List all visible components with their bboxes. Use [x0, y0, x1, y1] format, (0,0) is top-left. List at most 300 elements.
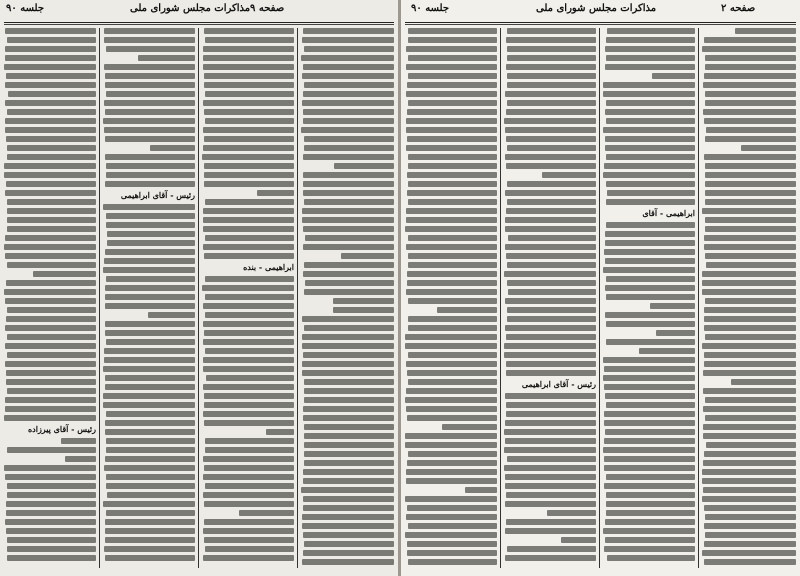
text-line: [203, 474, 294, 480]
text-line: [407, 541, 497, 547]
text-line: [606, 276, 695, 282]
text-line: [303, 469, 394, 475]
text-line: [507, 46, 596, 52]
text-line: [302, 361, 394, 367]
text-line: [203, 127, 294, 133]
right-page-label: صفحه ۲: [721, 3, 756, 14]
text-line: [506, 253, 596, 259]
text-line: [408, 523, 497, 529]
text-line: [504, 352, 596, 358]
text-line: [303, 271, 394, 277]
text-line: [606, 37, 695, 43]
right-column-2: [504, 28, 596, 570]
text-line: [304, 82, 394, 88]
text-line: [705, 190, 796, 196]
text-line: [5, 46, 96, 52]
text-line: [504, 465, 596, 471]
text-line: [408, 163, 497, 169]
text-line: [504, 271, 596, 277]
text-line: [203, 100, 294, 106]
text-line: [505, 325, 596, 331]
text-line: [406, 469, 497, 475]
text-line: [702, 496, 796, 502]
text-line: [702, 280, 796, 286]
right-session-label: جلسه ۹۰: [411, 3, 450, 14]
text-line: [106, 213, 195, 219]
text-line: [104, 127, 195, 133]
text-line: [5, 298, 96, 304]
text-line: [705, 298, 796, 304]
left-page-label: صفحه ۹: [250, 3, 285, 14]
text-line: [465, 487, 497, 493]
text-line: [5, 397, 96, 403]
right-page-header: [401, 3, 800, 20]
text-line: [508, 235, 596, 241]
text-line: [105, 109, 195, 115]
text-line: [7, 334, 96, 340]
text-line: [606, 100, 695, 106]
text-line: [504, 118, 596, 124]
text-line: [106, 438, 195, 444]
text-line: [705, 397, 796, 403]
text-line: [6, 181, 96, 187]
text-line: [204, 172, 294, 178]
text-line: [706, 262, 796, 268]
text-line: [406, 127, 497, 133]
text-line: [204, 253, 294, 259]
text-line: [303, 532, 394, 538]
text-line: [105, 330, 195, 336]
text-line: [704, 541, 796, 547]
text-line: [105, 555, 195, 561]
text-line: [706, 127, 796, 133]
text-line: [405, 226, 497, 232]
text-line: [704, 307, 796, 313]
text-line: [205, 294, 294, 300]
text-line: [104, 64, 195, 70]
text-line: [304, 397, 394, 403]
text-line: [604, 163, 695, 169]
text-line: [506, 334, 596, 340]
text-line: [408, 298, 497, 304]
text-line: [257, 190, 294, 196]
text-line: [703, 460, 796, 466]
text-line: [704, 118, 796, 124]
text-line: [407, 460, 497, 466]
text-line: [5, 118, 96, 124]
text-line: [507, 100, 596, 106]
text-line: [301, 55, 394, 61]
text-line: [506, 109, 596, 115]
text-line: [505, 190, 596, 196]
text-line: [603, 82, 695, 88]
text-line: [5, 406, 96, 412]
text-line: [703, 82, 796, 88]
text-line: [406, 388, 497, 394]
text-line: [406, 145, 497, 151]
text-line: [303, 109, 394, 115]
text-line: [408, 352, 497, 358]
text-line: [7, 307, 96, 313]
left-session-label: جلسه ۹۰: [6, 3, 45, 14]
text-line: [105, 294, 195, 300]
text-line: [605, 46, 695, 52]
text-line: [204, 465, 294, 471]
text-line: [705, 91, 796, 97]
text-line: [542, 172, 596, 178]
text-line: [703, 433, 796, 439]
text-line: [4, 163, 96, 169]
text-line: [507, 145, 596, 151]
text-line: [302, 217, 394, 223]
text-line: [7, 537, 96, 543]
text-line: [607, 555, 695, 561]
right-column-rule: [698, 28, 699, 568]
right-header-title: مذاکرات مجلس شورای ملی: [536, 3, 657, 14]
text-line: [106, 222, 195, 228]
text-line: [203, 555, 294, 561]
left-page: [0, 0, 398, 576]
text-line: [505, 393, 596, 399]
text-line: [506, 37, 596, 43]
text-line: [302, 523, 394, 529]
text-line: [606, 339, 695, 345]
text-line: [104, 28, 195, 34]
text-line: [205, 483, 294, 489]
text-line: [7, 483, 96, 489]
text-line: [304, 136, 394, 142]
text-line: [408, 559, 497, 565]
text-line: [105, 285, 195, 291]
text-line: [703, 370, 796, 376]
text-line: [704, 154, 796, 160]
text-line: [705, 172, 796, 178]
text-line: [303, 352, 394, 358]
text-line: [407, 136, 497, 142]
text-line: [408, 451, 497, 457]
right-column-rule: [500, 28, 501, 568]
text-line: [408, 316, 497, 322]
text-line: [547, 510, 596, 516]
text-line: [704, 37, 796, 43]
text-line: [4, 244, 96, 250]
text-line: [204, 181, 294, 187]
text-line: [204, 82, 294, 88]
text-line: [703, 424, 796, 430]
text-line: [107, 240, 195, 246]
text-line: [107, 492, 195, 498]
text-line: [406, 118, 497, 124]
text-line: [408, 55, 497, 61]
text-line: [204, 519, 294, 525]
text-line: [507, 307, 596, 313]
text-line: [705, 100, 796, 106]
text-line: [302, 334, 394, 340]
text-line: [604, 456, 695, 462]
text-line: [150, 145, 195, 151]
text-line: [704, 523, 796, 529]
text-line: [506, 519, 596, 525]
text-line: [406, 244, 497, 250]
text-line: [105, 384, 195, 390]
text-line: [705, 217, 796, 223]
text-line: [407, 505, 497, 511]
text-line: [7, 555, 96, 561]
text-line: [704, 451, 796, 457]
text-line: [405, 397, 497, 403]
left-header-title: مذاکرات مجلس شورای ملی: [130, 3, 251, 14]
text-line: [5, 127, 96, 133]
text-line: [604, 438, 695, 444]
text-line: [205, 546, 294, 552]
text-line: [304, 46, 394, 52]
text-line: [104, 37, 195, 43]
text-line: [203, 366, 294, 372]
text-line: [606, 402, 695, 408]
text-line: [138, 55, 195, 61]
text-line: [406, 361, 497, 367]
text-line: [605, 429, 695, 435]
text-line: [5, 253, 96, 259]
text-line: [506, 370, 596, 376]
text-line: [705, 64, 796, 70]
text-line: [704, 235, 796, 241]
text-line: [204, 73, 294, 79]
text-line: [702, 289, 796, 295]
text-line: [406, 217, 497, 223]
text-line: [605, 258, 695, 264]
text-line: [408, 28, 497, 34]
left-header-rule-2: [4, 24, 394, 25]
left-column-rule: [198, 28, 199, 568]
text-line: [506, 492, 596, 498]
text-line: [204, 501, 294, 507]
text-line: [7, 145, 96, 151]
text-line: [406, 289, 497, 295]
text-line: [304, 433, 394, 439]
text-line: [301, 127, 394, 133]
text-line: [203, 492, 294, 498]
text-line: [303, 505, 394, 511]
text-line: [304, 460, 394, 466]
text-line: [105, 181, 195, 187]
text-line: [203, 303, 294, 309]
text-line: [507, 82, 596, 88]
text-line: [407, 280, 497, 286]
text-line: [405, 532, 497, 538]
text-line: [702, 550, 796, 556]
text-line: [103, 366, 195, 372]
text-line: [505, 154, 596, 160]
text-line: [702, 478, 796, 484]
text-line: [406, 208, 497, 214]
text-line: [303, 406, 394, 412]
text-line: [104, 348, 195, 354]
left-column-1: [4, 28, 96, 570]
text-line: [702, 469, 796, 475]
text-line: [305, 235, 394, 241]
text-line: [606, 510, 695, 516]
text-line: [6, 510, 96, 516]
text-line: [304, 379, 394, 385]
text-line: [603, 127, 695, 133]
text-line: [5, 28, 96, 34]
text-line: [105, 375, 195, 381]
text-line: [437, 307, 497, 313]
text-line: [507, 280, 596, 286]
text-line: [105, 303, 195, 309]
text-line: [302, 73, 394, 79]
text-line: [604, 483, 695, 489]
text-line: [204, 28, 294, 34]
right-header-rule-2: [405, 24, 796, 25]
text-line: [33, 271, 96, 277]
text-line: [607, 190, 695, 196]
text-line: [407, 415, 497, 421]
text-line: [203, 208, 294, 214]
text-line: [303, 496, 394, 502]
text-line: [302, 208, 394, 214]
text-line: [606, 501, 695, 507]
text-line: [606, 492, 695, 498]
text-line: [603, 357, 695, 363]
left-column-3: [202, 28, 294, 570]
text-line: [408, 253, 497, 259]
text-line: [702, 343, 796, 349]
text-line: [7, 154, 96, 160]
text-line: [8, 91, 96, 97]
text-line: [506, 411, 596, 417]
text-line: [203, 64, 294, 70]
right-column-4: [702, 28, 796, 570]
text-line: [705, 136, 796, 142]
text-line: [507, 316, 596, 322]
text-line: [705, 226, 796, 232]
text-line: [205, 199, 294, 205]
text-line: [204, 420, 294, 426]
speaker-heading: رئیس - آقای پیرزاده: [27, 424, 96, 434]
text-line: [6, 501, 96, 507]
text-line: [302, 100, 394, 106]
text-line: [202, 154, 294, 160]
text-line: [302, 514, 394, 520]
text-line: [106, 447, 195, 453]
text-line: [105, 420, 195, 426]
text-line: [204, 136, 294, 142]
text-line: [105, 249, 195, 255]
text-line: [705, 334, 796, 340]
text-line: [203, 55, 294, 61]
text-line: [605, 109, 695, 115]
text-line: [304, 388, 394, 394]
text-line: [7, 199, 96, 205]
text-line: [204, 109, 294, 115]
text-line: [606, 294, 695, 300]
text-line: [7, 388, 96, 394]
text-line: [603, 447, 695, 453]
text-line: [507, 456, 596, 462]
text-line: [301, 487, 394, 493]
text-line: [303, 244, 394, 250]
text-line: [304, 541, 394, 547]
text-line: [304, 325, 394, 331]
text-line: [303, 226, 394, 232]
text-line: [304, 451, 394, 457]
text-line: [507, 181, 596, 187]
text-line: [303, 118, 394, 124]
text-line: [204, 537, 294, 543]
text-line: [507, 28, 596, 34]
text-line: [61, 438, 96, 444]
text-line: [408, 154, 497, 160]
text-line: [606, 55, 695, 61]
text-line: [605, 537, 695, 543]
text-line: [407, 370, 497, 376]
text-line: [561, 537, 596, 543]
text-line: [5, 190, 96, 196]
text-line: [505, 420, 596, 426]
text-line: [505, 555, 596, 561]
text-line: [639, 348, 695, 354]
text-line: [604, 366, 695, 372]
text-line: [5, 519, 96, 525]
text-line: [303, 172, 394, 178]
text-line: [6, 280, 96, 286]
text-line: [656, 330, 695, 336]
text-line: [105, 73, 195, 79]
text-line: [605, 393, 695, 399]
text-line: [604, 384, 695, 390]
text-line: [406, 91, 497, 97]
text-line: [204, 330, 294, 336]
text-line: [65, 456, 96, 462]
text-line: [506, 402, 596, 408]
text-line: [202, 285, 294, 291]
text-line: [605, 285, 695, 291]
text-line: [706, 442, 796, 448]
text-line: [334, 163, 394, 169]
text-line: [6, 379, 96, 385]
text-line: [442, 424, 497, 430]
text-line: [203, 384, 294, 390]
text-line: [605, 519, 695, 525]
text-line: [104, 258, 195, 264]
text-line: [104, 100, 195, 106]
text-line: [505, 528, 596, 534]
text-line: [205, 91, 294, 97]
text-line: [104, 546, 195, 552]
text-line: [407, 82, 497, 88]
text-line: [302, 343, 394, 349]
text-line: [705, 55, 796, 61]
text-line: [103, 393, 195, 399]
text-line: [704, 325, 796, 331]
text-line: [506, 163, 596, 169]
text-line: [406, 64, 497, 70]
text-line: [504, 447, 596, 453]
text-line: [106, 483, 195, 489]
right-page: [401, 0, 800, 576]
text-line: [4, 64, 96, 70]
text-line: [652, 73, 695, 79]
text-line: [6, 316, 96, 322]
text-line: [5, 325, 96, 331]
text-line: [304, 424, 394, 430]
text-line: [303, 64, 394, 70]
text-line: [203, 145, 294, 151]
text-line: [705, 415, 796, 421]
text-line: [105, 528, 195, 534]
